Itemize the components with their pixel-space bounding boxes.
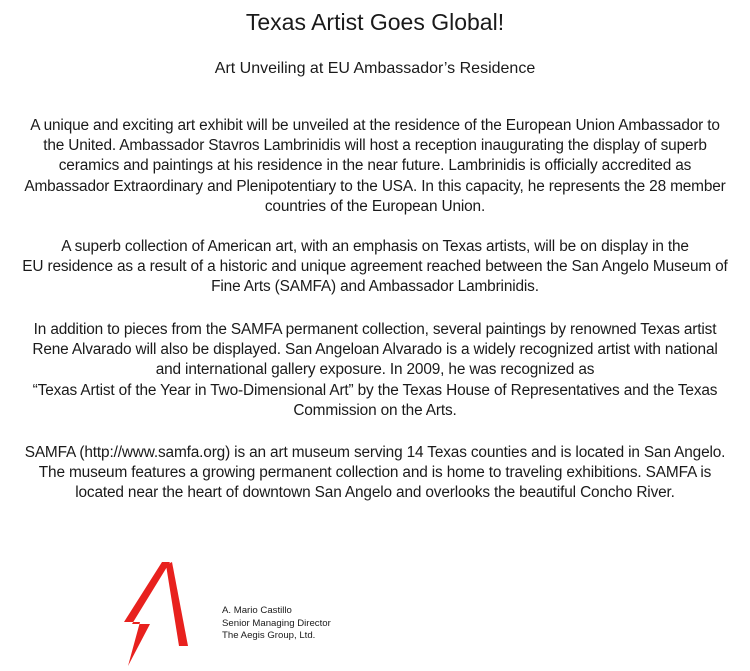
paragraph-line: A superb collection of American art, with an emphasis on Texas artists, will be on display in the	[61, 238, 689, 255]
paragraph-line: and international gallery exposure. In 2009, he was recognized as	[155, 361, 595, 379]
signature-role: Senior Managing Director	[222, 617, 331, 629]
paragraph-line: The museum features a growing permanent collection and is home to traveling exhibitions. SAMFA is	[38, 464, 712, 482]
paragraph-artist	[0, 320, 750, 421]
paragraph-line: the United. Ambassador Stavros Lambrinidis will host a reception inaugurating the display of superb	[43, 137, 707, 155]
paragraph-samfa	[0, 443, 750, 504]
paragraph-line: “Texas Artist of the Year in Two-Dimensional Art” by the Texas House of Representatives and the Texas	[32, 381, 718, 399]
page-title: Texas Artist Goes Global!	[245, 9, 505, 35]
paragraph-exhibit-intro	[0, 116, 750, 217]
paragraph-line: ceramics and paintings at his residence in the near future. Lambrinidis is officially accredited as	[58, 157, 692, 175]
signature-company: The Aegis Group, Ltd.	[222, 630, 316, 642]
aegis-logo-icon	[124, 562, 188, 666]
paragraph-line: In addition to pieces from the SAMFA permanent collection, several paintings by renowned Texas artist	[33, 321, 717, 338]
paragraph-line: SAMFA (http://www.samfa.org) is an art museum serving 14 Texas counties and is located in San Angelo.	[24, 444, 726, 461]
paragraph-line: EU residence as a result of a historic and unique agreement reached between the San Angelo Museum of	[22, 258, 728, 276]
paragraph-line: Fine Arts (SAMFA) and Ambassador Lambrinidis.	[211, 278, 539, 296]
paragraph-line: A unique and exciting art exhibit will be unveiled at the residence of the European Union Ambassador to	[30, 117, 720, 134]
paragraph-line: Commission on the Arts.	[293, 401, 457, 419]
signature-name: A. Mario Castillo	[222, 605, 292, 616]
paragraph-line: located near the heart of downtown San Angelo and overlooks the beautiful Concho River.	[75, 484, 675, 502]
signature-block	[222, 605, 331, 643]
paragraph-line: Rene Alvarado will also be displayed. San Angeloan Alvarado is a widely recognized artist with national	[32, 341, 718, 359]
paragraph-line: Ambassador Extraordinary and Plenipotentiary to the USA. In this capacity, he represents the 28 member	[24, 177, 726, 195]
page-subtitle: Art Unveiling at EU Ambassador’s Residence	[214, 60, 536, 77]
paragraph-collection	[0, 237, 750, 298]
paragraph-line: countries of the European Union.	[264, 197, 486, 215]
